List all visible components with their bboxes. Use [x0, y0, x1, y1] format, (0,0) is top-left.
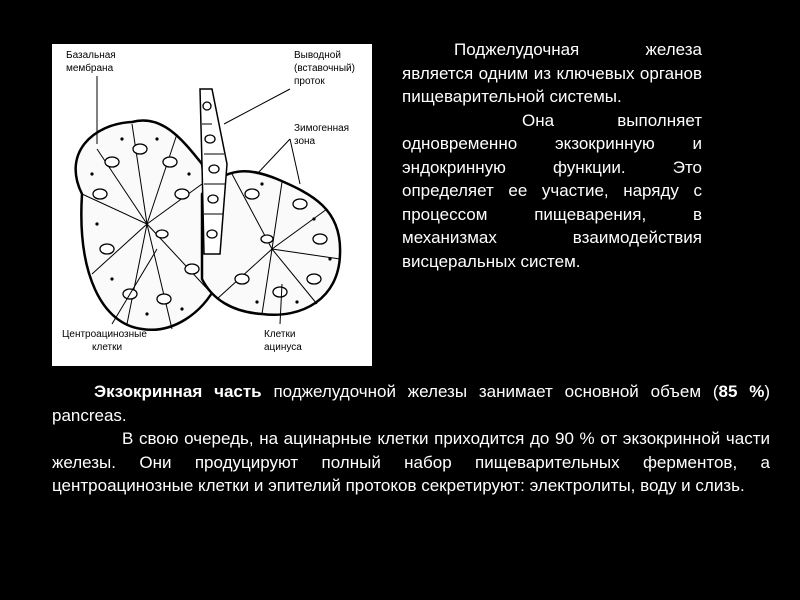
lower-p1-text-b: ) pancreas. [52, 382, 771, 425]
label-duct-1: Выводной [294, 50, 341, 61]
intro-text [402, 38, 702, 273]
label-duct-3: проток [294, 76, 325, 87]
label-acinar-2: ацинуса [264, 342, 302, 353]
label-centroacinar-1: Центроацинозные [62, 329, 147, 340]
lower-p1-text-a: поджелудочной железы занимает основной объем ( [261, 382, 719, 401]
label-centroacinar-2: клетки [92, 342, 123, 353]
label-basal-membrane-1: Базальная [66, 50, 116, 61]
exocrine-part-term: Экзокринная часть [94, 382, 262, 401]
intro-paragraph-1: Поджелудочная железа является одним из ключевых органов пищеварительной системы. [402, 40, 702, 106]
acinus-drawing [52, 44, 372, 366]
lower-paragraph-2: В свою очередь, на ацинарные клетки приходится до 90 % от экзокринной части железы. Они продуцируют полный набор пищеварительных ферментов, а центроацинозные клетки и эпителий протоков секретируют: электролиты, воду и слизь. [52, 429, 770, 495]
label-acinar-1: Клетки [264, 329, 296, 340]
label-zymogen-1: Зимогенная [294, 123, 350, 134]
label-zymogen-2: зона [294, 136, 316, 147]
percent-value: 85 % [718, 382, 765, 401]
intro-paragraph-2: Она выполняет одновременно экзокринную и эндокринную функции. Это определяет ее участие, наряду с процессом пищеварения, в механизмах взаимодействия висцеральных систем. [402, 110, 702, 271]
label-duct-2: (вставочный) [294, 63, 355, 74]
label-basal-membrane-2: мембрана [66, 63, 114, 74]
lower-paragraph-1 [52, 380, 770, 427]
lower-text [52, 380, 770, 498]
acinus-diagram [52, 44, 372, 366]
